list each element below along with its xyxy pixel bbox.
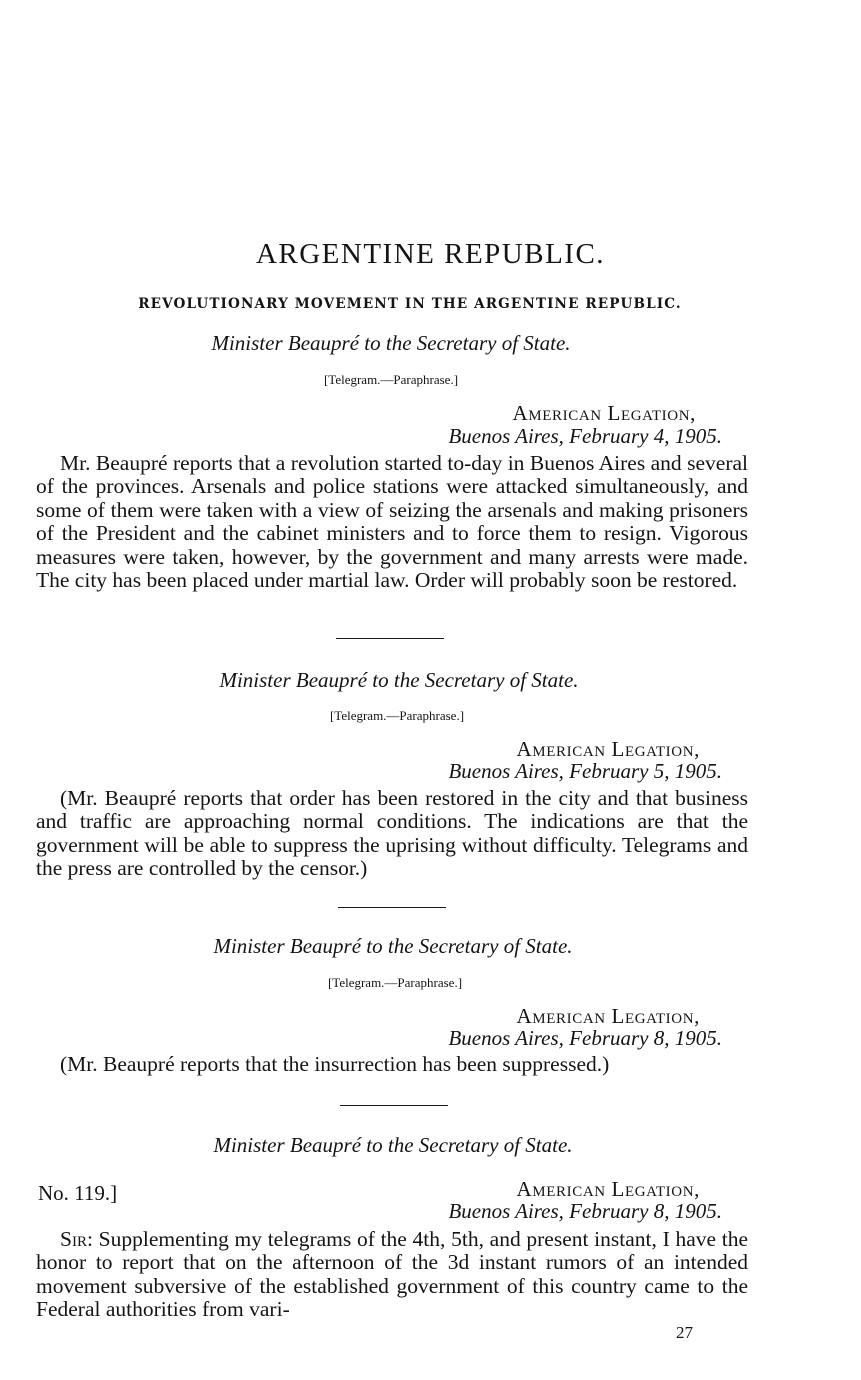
document-3-legation: American Legation,	[516, 1004, 700, 1028]
page-title: ARGENTINE REPUBLIC.	[255, 238, 606, 270]
document-2-place-date: Buenos Aires, February 5, 1905.	[448, 759, 722, 783]
section-title: REVOLUTIONARY MOVEMENT IN THE ARGENTINE REPUBLIC.	[138, 296, 682, 312]
document-1-tag: [Telegram.—Paraphrase.]	[323, 372, 459, 387]
document-2-heading: Minister Beaupré to the Secretary of State.	[219, 668, 579, 692]
document-4-heading: Minister Beaupré to the Secretary of State.	[213, 1133, 573, 1157]
document-1-legation: American Legation,	[512, 401, 696, 425]
document-1-body: Mr. Beaupré reports that a revolution started to-day in Buenos Aires and several of the provinces. Arsenals and police stations were attacked simultaneously, and some of them were taken with a view of seizing the arsenals and making prisoners of the President and the cabinet ministers and to force them to resign. Vigorous measures were taken, however, by the government and many arrests were made. The city has been placed under martial law. Order will probably soon be restored.	[36, 451, 748, 593]
document-3-place-date: Buenos Aires, February 8, 1905.	[448, 1026, 722, 1050]
section-divider-1	[336, 638, 444, 639]
document-2-tag: [Telegram.—Paraphrase.]	[329, 708, 465, 723]
document-2-body: (Mr. Beaupré reports that order has been restored in the city and that business and traffic are approaching normal conditions. The indications are that the government will be able to suppress the uprising without difficulty. Telegrams and the press are controlled by the censor.)	[36, 786, 748, 881]
page-number: 27	[676, 1323, 693, 1342]
document-4-body-paragraph	[36, 1228, 748, 1322]
document-3-tag: [Telegram.—Paraphrase.]	[327, 975, 463, 990]
document-4-place-date: Buenos Aires, February 8, 1905.	[448, 1199, 722, 1223]
section-divider-3	[340, 1105, 448, 1106]
document-3-heading: Minister Beaupré to the Secretary of State.	[213, 934, 573, 958]
document-1-place-date: Buenos Aires, February 4, 1905.	[448, 424, 722, 448]
document-1-heading: Minister Beaupré to the Secretary of State.	[211, 331, 571, 355]
document-2-legation: American Legation,	[516, 737, 700, 761]
document-4-body: Supplementing my telegrams of the 4th, 5th, and present instant, I have the honor to report that on the afternoon of the 3d instant rumors of an intended movement subversive of the established government of this country came to the Federal authorities from vari-	[36, 1227, 749, 1322]
salutation: Sir:	[60, 1227, 93, 1251]
document-4-number: No. 119.]	[38, 1181, 118, 1205]
document-4-legation: American Legation,	[516, 1177, 700, 1201]
document-3-body: (Mr. Beaupré reports that the insurrection has been suppressed.)	[60, 1052, 610, 1076]
section-divider-2	[338, 907, 446, 908]
